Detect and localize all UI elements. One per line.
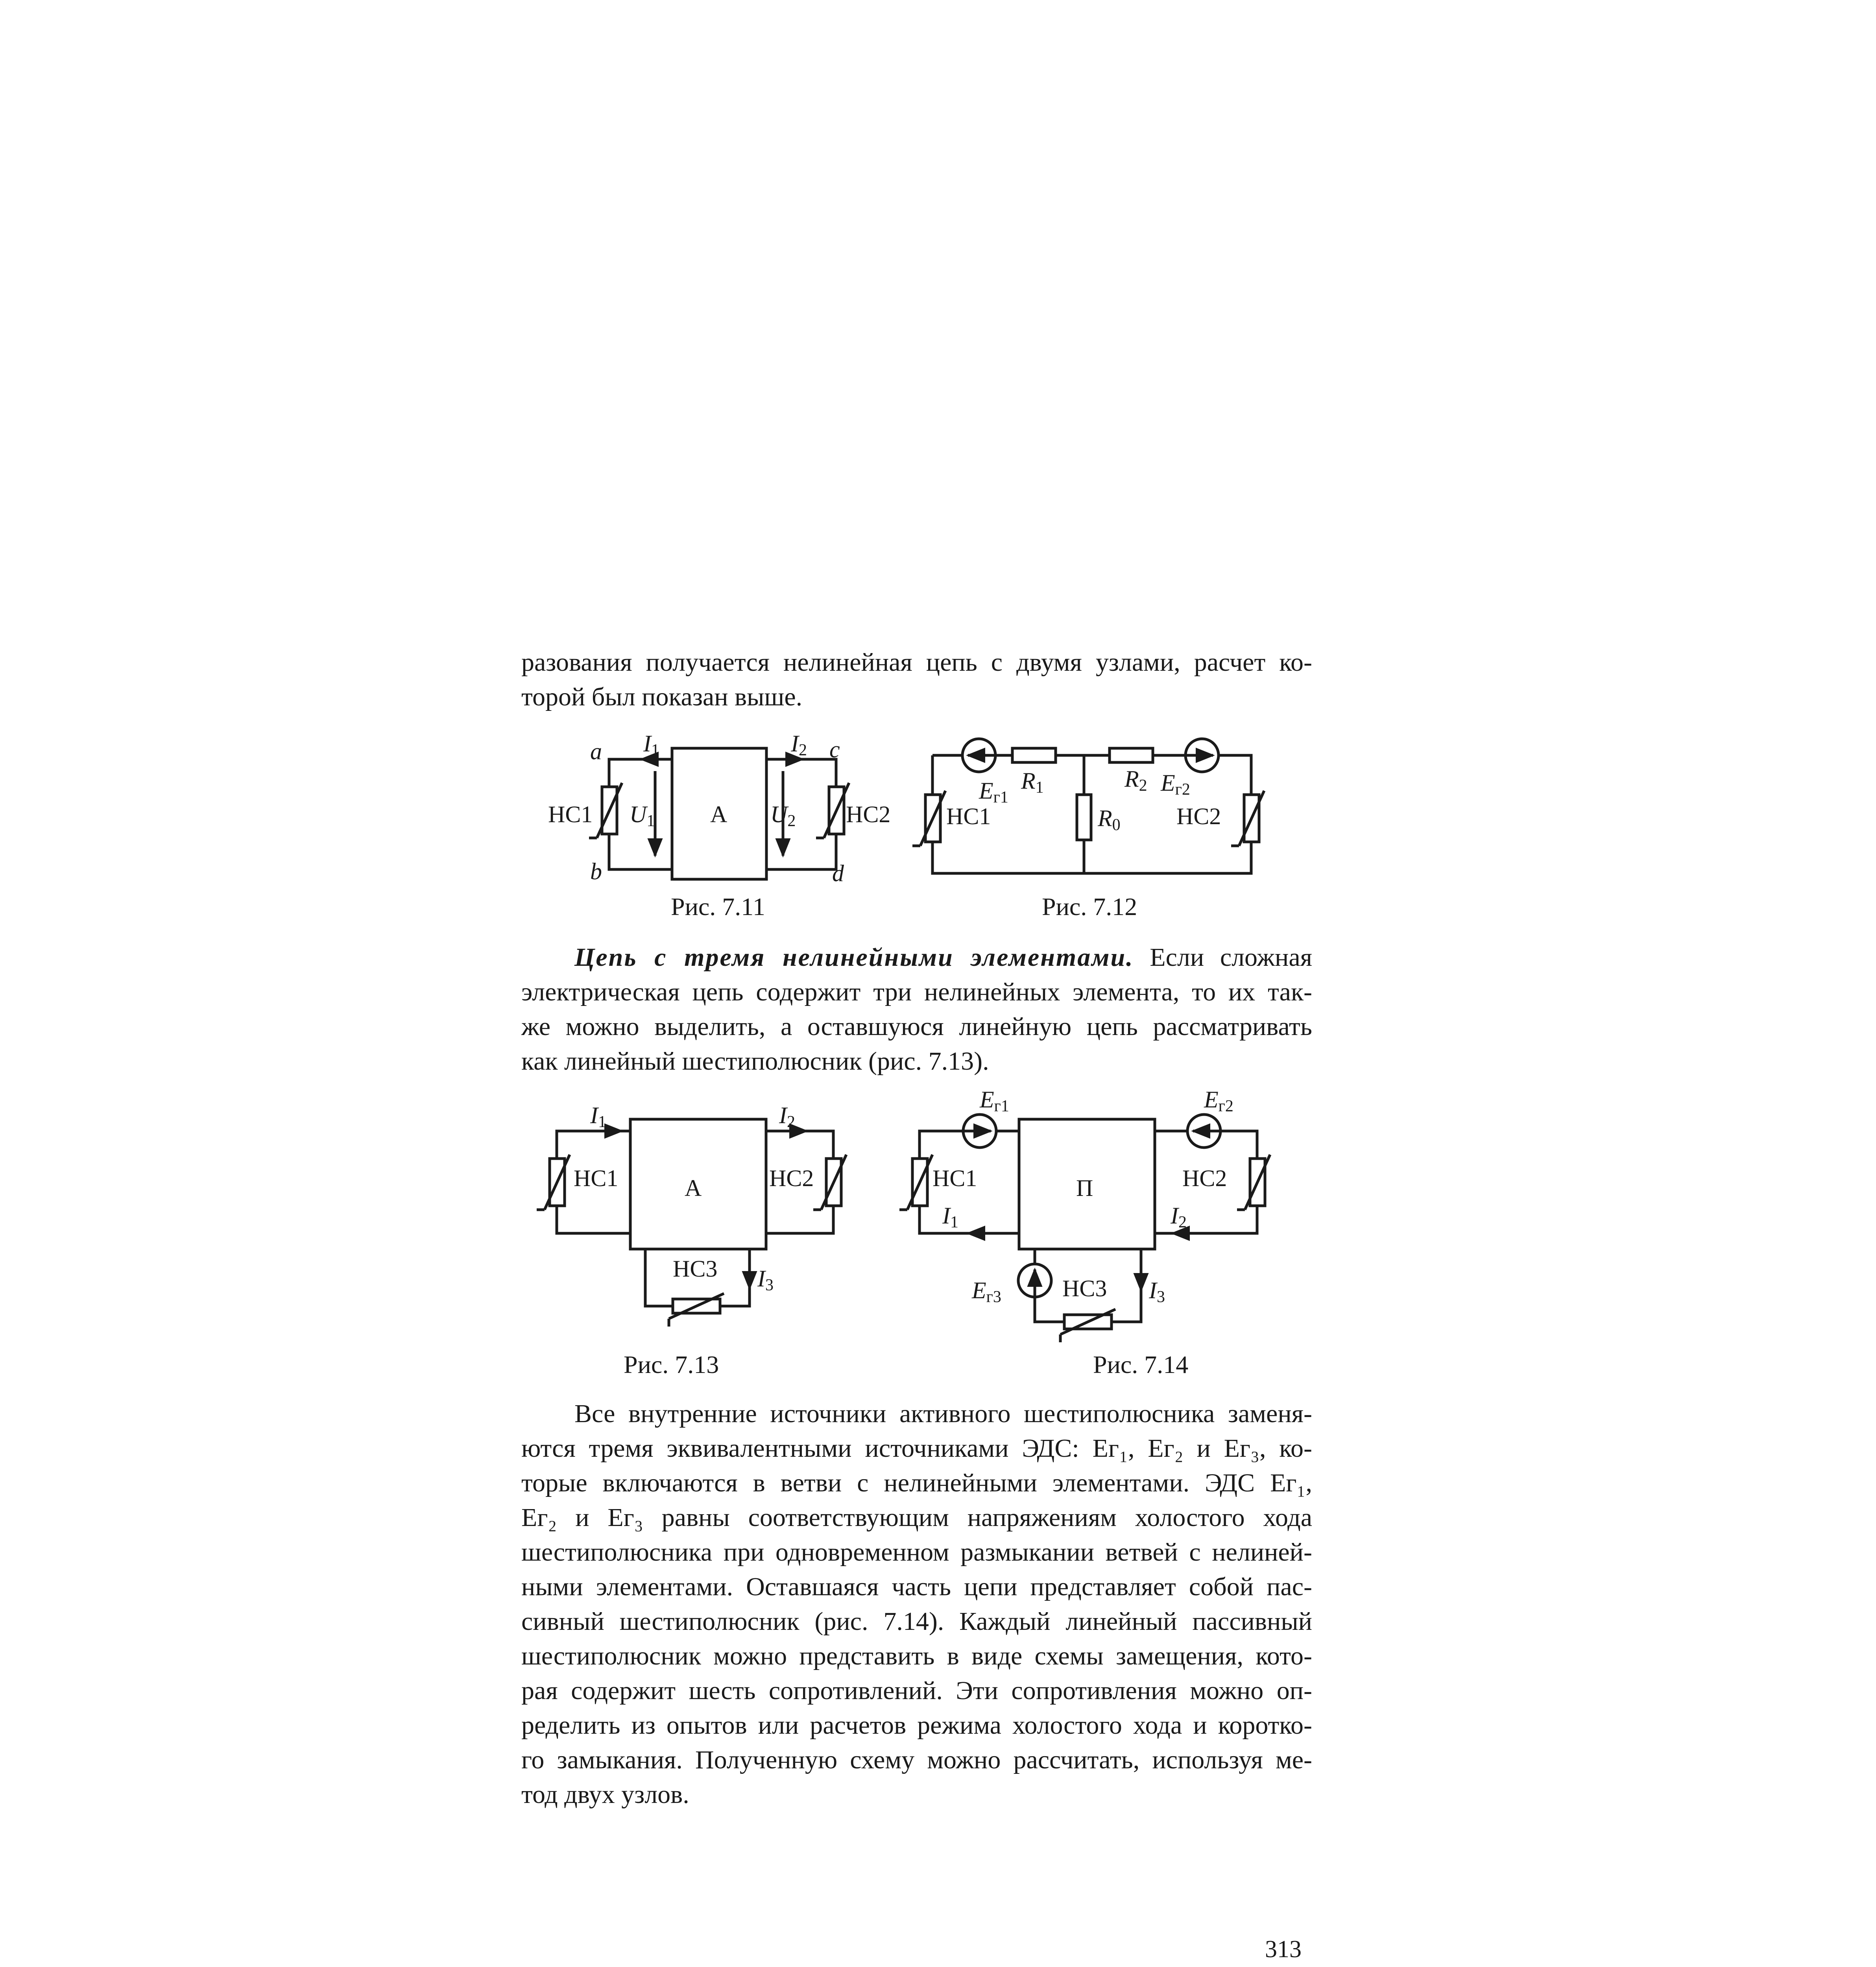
node-d-label: d bbox=[832, 860, 844, 886]
r1-sub: 1 bbox=[1035, 779, 1044, 797]
caption-7-11: Рис. 7.11 bbox=[671, 893, 765, 921]
svg-text:I1 bbox=[942, 1203, 958, 1231]
i2-label: I bbox=[779, 1102, 787, 1128]
text-line: как линейный шестиполюсник (рис. 7.13). bbox=[521, 1047, 989, 1076]
text-line: торой был показан выше. bbox=[521, 683, 803, 711]
i1-label: I bbox=[590, 1102, 598, 1128]
svg-text:U1 bbox=[630, 801, 655, 830]
text-line: ределить из опытов или расчетов режима холостого хода и коротко- bbox=[521, 1711, 1312, 1740]
i1-label: I bbox=[942, 1203, 950, 1229]
text-line: электрическая цепь содержит три нелинейных элемента, то их так- bbox=[521, 978, 1312, 1006]
r1-label: R bbox=[1021, 768, 1036, 794]
i1-label: I bbox=[643, 731, 651, 757]
e3-sub: г3 bbox=[986, 1288, 1001, 1306]
text-line: рая содержит шесть сопротивлений. Эти сопротивления можно оп- bbox=[521, 1676, 1312, 1705]
i2-sub: 2 bbox=[1178, 1213, 1187, 1231]
text-line: Все внутренние источники активного шестиполюсника заменя- bbox=[574, 1399, 1312, 1428]
r2-sub: 2 bbox=[1139, 777, 1147, 795]
svg-text:I1 bbox=[643, 731, 659, 759]
i3-label: I bbox=[757, 1266, 765, 1292]
resistor-r2 bbox=[1110, 748, 1153, 762]
u1-label: U bbox=[630, 801, 647, 827]
nc1-label: НС1 bbox=[932, 1165, 977, 1191]
nc1-label: НС1 bbox=[574, 1165, 619, 1191]
text-line: ются тремя эквивалентными источниками ЭДС: Eг₁, Eг₂ и Eг₃, ко- bbox=[521, 1434, 1312, 1463]
e2-sub: г2 bbox=[1175, 781, 1190, 799]
i1-sub: 1 bbox=[651, 741, 659, 759]
text-line: разования получается нелинейная цепь с двумя узлами, расчет ко- bbox=[521, 648, 1312, 677]
nc1-label: НС1 bbox=[946, 803, 991, 829]
i2-label: I bbox=[1171, 1203, 1178, 1229]
caption-7-14: Рис. 7.14 bbox=[1093, 1351, 1189, 1378]
paragraph-three-nonlinear bbox=[521, 940, 1312, 1079]
e2-label: E bbox=[1161, 770, 1175, 796]
e1-sub: г1 bbox=[994, 1097, 1009, 1115]
nc2-label: НС2 bbox=[1176, 803, 1221, 829]
page-number: 313 bbox=[1265, 1936, 1302, 1963]
e1-label: E bbox=[979, 778, 993, 804]
i2-label: I bbox=[791, 731, 799, 757]
resistor-r1 bbox=[1012, 748, 1056, 762]
svg-text:I2 bbox=[1170, 1203, 1187, 1231]
u2-label: U bbox=[770, 801, 788, 827]
node-b-label: b bbox=[590, 858, 602, 884]
text-line: Eг₂ и Eг₃ равны соответствующим напряжениям холостого хода bbox=[521, 1503, 1312, 1532]
svg-text:I3 bbox=[1148, 1277, 1165, 1306]
i3-label: I bbox=[1149, 1277, 1157, 1303]
figure-7-13 bbox=[537, 1119, 846, 1327]
svg-text:I1 bbox=[590, 1102, 606, 1131]
i2-sub: 2 bbox=[787, 1113, 795, 1131]
svg-text:Eг2 bbox=[1204, 1087, 1233, 1115]
r0-label: R bbox=[1098, 805, 1112, 831]
svg-text:I3 bbox=[757, 1266, 774, 1294]
text-line: го замыкания. Полученную схему можно рассчитать, используя ме- bbox=[521, 1746, 1312, 1774]
e1-sub: г1 bbox=[993, 788, 1008, 806]
svg-text:Eг1 bbox=[979, 1087, 1009, 1115]
text-line: торые включаются в ветви с нелинейными элементами. ЭДС Eг₁, bbox=[521, 1469, 1312, 1497]
svg-text:I2 bbox=[779, 1102, 795, 1131]
block-a-label: А bbox=[710, 801, 728, 827]
nc3-label: НС3 bbox=[673, 1256, 718, 1282]
e1-label: E bbox=[980, 1087, 994, 1113]
i3-sub: 3 bbox=[1156, 1288, 1165, 1306]
block-a-label: А bbox=[685, 1175, 702, 1201]
section-heading: Цепь с тремя нелинейными элементами. bbox=[574, 943, 1134, 972]
e2-label: E bbox=[1204, 1087, 1219, 1113]
nc1-label: НС1 bbox=[548, 801, 593, 827]
node-c-label: c bbox=[829, 736, 840, 762]
e2-sub: г2 bbox=[1218, 1097, 1233, 1115]
svg-text:Eг1 bbox=[979, 778, 1008, 806]
svg-text:R0 bbox=[1097, 805, 1121, 834]
svg-text:R2 bbox=[1124, 766, 1147, 795]
text-line: же можно выделить, а оставшуюся линейную цепь рассматривать bbox=[521, 1012, 1312, 1041]
u2-sub: 2 bbox=[787, 812, 796, 830]
text-line: ными элементами. Оставшаяся часть цепи представляет собой пас- bbox=[521, 1572, 1312, 1601]
svg-text:Eг3 bbox=[971, 1277, 1001, 1306]
text-line: шестиполюсник можно представить в виде схемы замещения, кото- bbox=[521, 1642, 1312, 1670]
i1-sub: 1 bbox=[598, 1113, 606, 1131]
text-line bbox=[521, 940, 1312, 975]
svg-text:U2 bbox=[770, 801, 796, 830]
i1-sub: 1 bbox=[950, 1213, 958, 1231]
svg-text:I2 bbox=[790, 731, 807, 759]
nc3-label: НС3 bbox=[1062, 1275, 1107, 1301]
block-p-label: П bbox=[1076, 1175, 1093, 1201]
caption-7-13: Рис. 7.13 bbox=[624, 1351, 719, 1378]
svg-text:Eг2 bbox=[1160, 770, 1190, 799]
nc2-label: НС2 bbox=[769, 1165, 814, 1191]
e3-label: E bbox=[972, 1277, 986, 1303]
resistor-r0 bbox=[1077, 795, 1091, 840]
i2-sub: 2 bbox=[798, 741, 807, 759]
r2-label: R bbox=[1124, 766, 1139, 792]
text-line: шестиполюсника при одновременном размыкании ветвей с нелиней- bbox=[521, 1538, 1312, 1567]
text-fragment: Если сложная bbox=[1134, 943, 1312, 972]
caption-7-12: Рис. 7.12 bbox=[1042, 893, 1137, 921]
paragraph-equivalent-sources bbox=[521, 1397, 1312, 1812]
r0-sub: 0 bbox=[1112, 816, 1121, 834]
node-a-label: a bbox=[590, 738, 602, 764]
text-line: тод двух узлов. bbox=[521, 1780, 689, 1809]
u1-sub: 1 bbox=[646, 812, 655, 830]
nc2-label: НС2 bbox=[1182, 1165, 1227, 1191]
text-line: сивный шестиполюсник (рис. 7.14). Каждый линейный пассивный bbox=[521, 1607, 1312, 1636]
svg-text:R1 bbox=[1021, 768, 1044, 797]
i3-sub: 3 bbox=[765, 1276, 774, 1294]
nc2-label: НС2 bbox=[846, 801, 891, 827]
